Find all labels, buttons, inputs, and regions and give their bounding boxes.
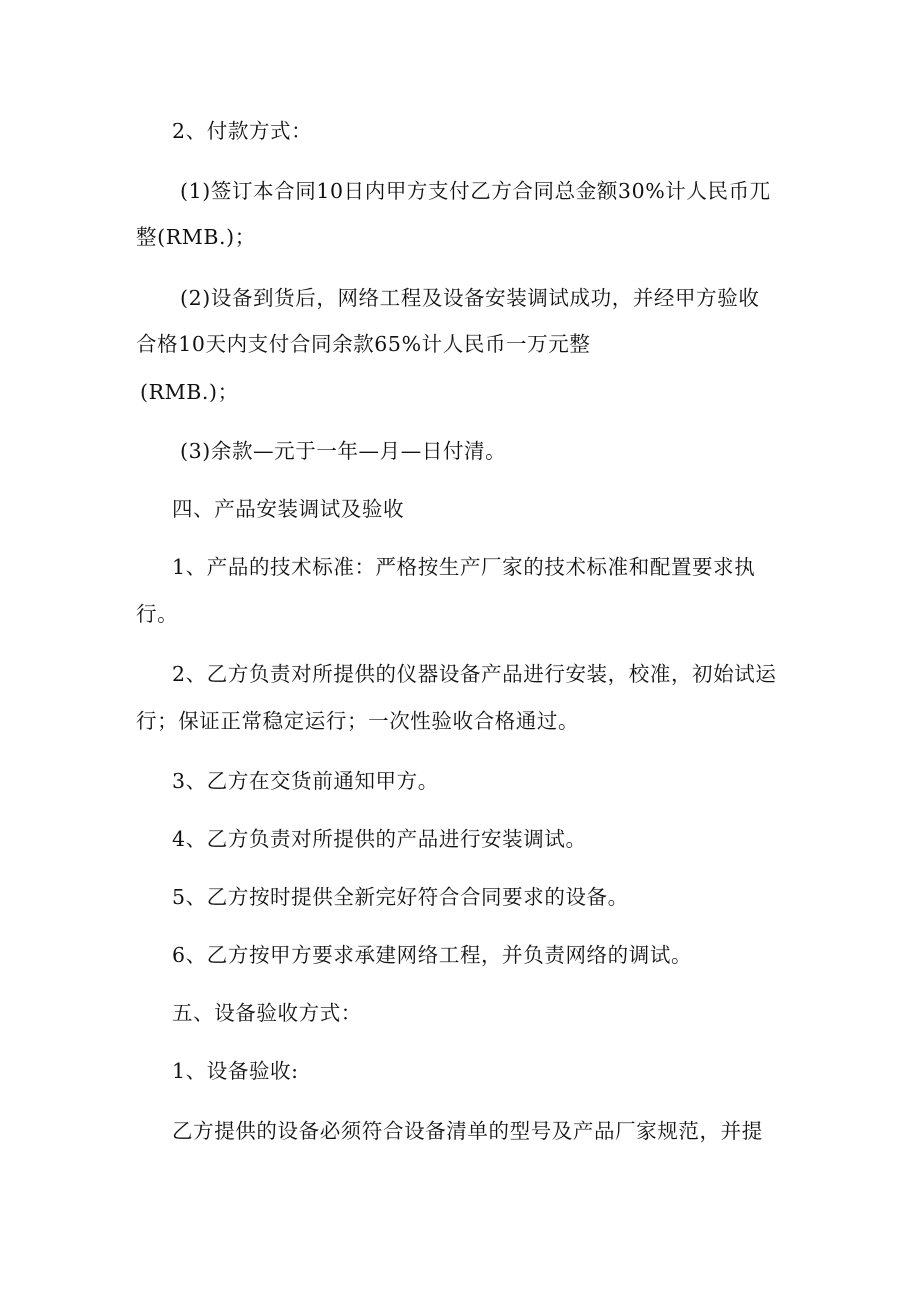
payment-term-1-line-2: 整(RMB.)； — [136, 225, 256, 249]
clause-4-5: 5、乙方按时提供全新完好符合合同要求的设备。 — [172, 885, 629, 909]
payment-term-3: (3)余款—元于一年—月—日付清。 — [180, 439, 507, 463]
payment-term-2-line-3: (RMB.)； — [140, 380, 239, 404]
clause-4-3: 3、乙方在交货前通知甲方。 — [172, 769, 439, 793]
clause-5-1-heading: 1、设备验收: — [172, 1059, 299, 1083]
payment-method-heading: 2、付款方式： — [172, 119, 313, 143]
payment-term-2-line-2: 合格10天内支付合同余款65%计人民币一万元整 — [136, 332, 591, 356]
section-four-heading: 四、产品安装调试及验收 — [172, 497, 405, 521]
clause-4-6: 6、乙方按甲方要求承建网络工程，并负责网络的调试。 — [172, 943, 693, 967]
clause-4-1-line-1: 1、产品的技术标准：严格按生产厂家的技术标准和配置要求执 — [172, 555, 756, 579]
clause-4-4: 4、乙方负责对所提供的产品进行安装调试。 — [172, 827, 587, 851]
payment-term-2-line-1: (2)设备到货后，网络工程及设备安装调试成功，并经甲方验收 — [180, 286, 760, 310]
clause-4-2-line-2: 行；保证正常稳定运行；一次性验收合格通过。 — [136, 709, 580, 733]
clause-4-2-line-1: 2、乙方负责对所提供的仪器设备产品进行安装，校准，初始试运 — [172, 662, 777, 686]
clause-4-1-line-2: 行。 — [136, 602, 179, 626]
clause-5-1-body: 乙方提供的设备必须符合设备清单的型号及产品厂家规范，并提 — [172, 1119, 763, 1143]
section-five-heading: 五、设备验收方式： — [172, 1001, 362, 1025]
payment-term-1-line-1: (1)签订本合同10日内甲方支付乙方合同总金额30%计人民币兀 — [180, 179, 771, 203]
